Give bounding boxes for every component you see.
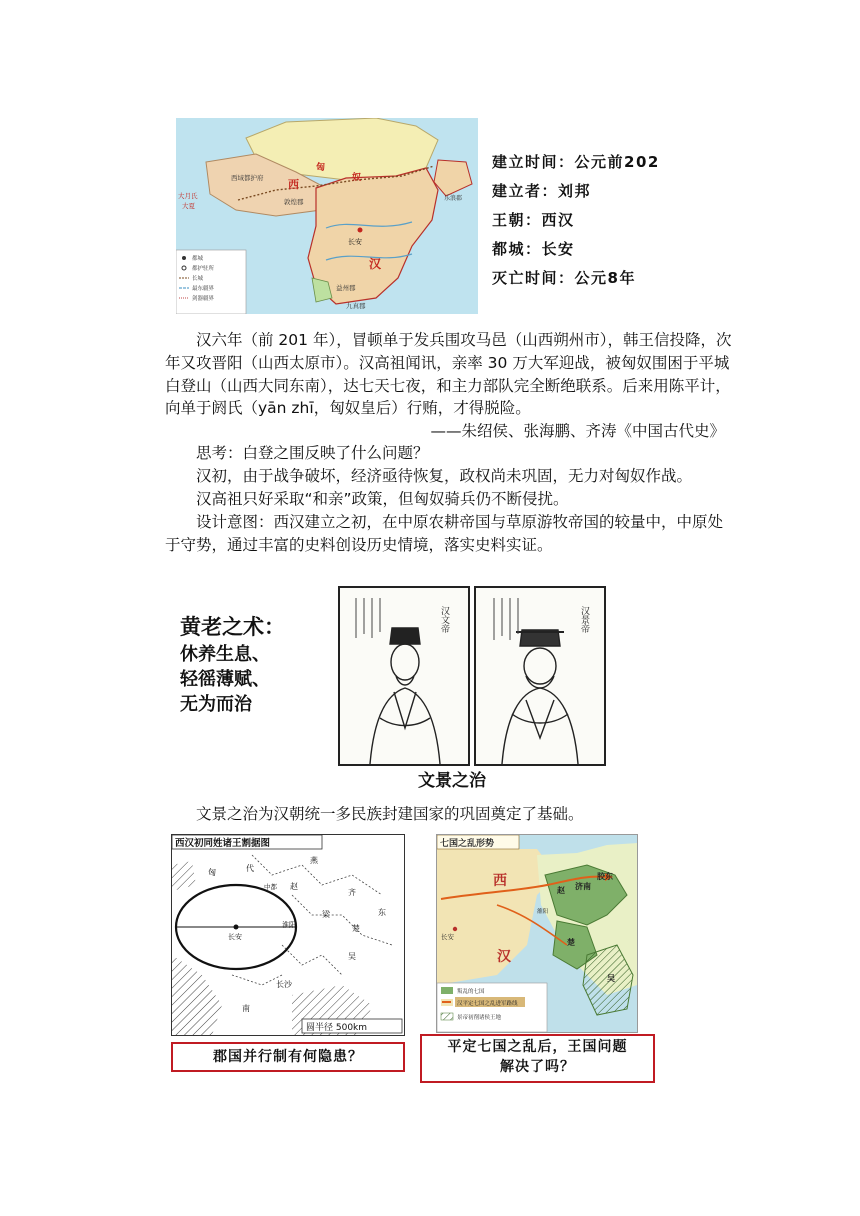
huanglao-title: 黄老之术：	[180, 615, 285, 639]
info-capital: 都城：长安	[492, 240, 575, 258]
wendi-name: 汉文帝	[439, 606, 449, 633]
question-box-wang-guo	[420, 1034, 655, 1083]
qiguo-jiaodong: 胶东	[597, 872, 613, 881]
zhuhou-nan: 南	[242, 1004, 250, 1013]
legend-border-2: 剑器疆界	[192, 296, 215, 302]
zhuhou-yan: 燕	[310, 856, 318, 865]
label-xiyu: 西域都护府	[231, 174, 264, 182]
qiguo-chu: 楚	[567, 938, 575, 947]
qiguo-changan: 长安	[441, 933, 454, 941]
label-dunhuang: 敦煌郡	[284, 198, 304, 206]
wenjing-caption: 文景之治	[418, 771, 486, 791]
legend-capital: 都城	[192, 256, 204, 262]
zhuhou-changan: 长安	[228, 933, 242, 941]
wenjing-note: 文景之治为汉朝统一多民族封建国家的巩固奠定了基础。	[196, 805, 584, 823]
zhuhou-dong: 东	[378, 908, 386, 917]
label-yizhou: 益州郡	[336, 284, 356, 292]
zhuhou-zhongdu: 中都	[264, 883, 277, 891]
qiguo-wu: 吴	[607, 974, 615, 983]
jingdi-name: 汉景帝	[579, 606, 589, 633]
label-dayuezhi: 大月氏	[178, 192, 198, 200]
huanglao-line-1: 休养生息、	[180, 644, 270, 665]
qiguo-xi: 西	[493, 873, 507, 889]
qiguo-zhao: 赵	[557, 886, 565, 895]
answer-line-2: 汉高祖只好采取“和亲”政策，但匈奴骑兵仍不断侵扰。	[196, 490, 569, 508]
question-1-text: 郡国并行制有何隐患？	[213, 1049, 363, 1065]
label-lelang: 乐浪郡	[444, 195, 463, 202]
think-question: 思考：白登之围反映了什么问题？	[196, 444, 429, 462]
emperor-jing-portrait	[474, 586, 606, 766]
zhuhou-huaiyang: 淮阳	[282, 921, 296, 929]
info-dynasty: 王朝：西汉	[492, 211, 575, 229]
baideng-passage: 汉六年（前 201 年），冒顿单于发兵围攻马邑（山西朔州市），韩王信投降，次年又攻晋阳（山西太原市）。汉高祖闻讯，亲率 30 万大军迎战，被匈奴围困于平城白登山（山西大同东南），达七天七夜，和主力部队完全断绝联系。后来用陈平计，向单于阏氏（yān zhī，匈奴皇后）行贿，才得脱险。	[165, 331, 732, 418]
zhuhou-xiong: 匈	[208, 868, 216, 877]
question-box-jun-guo	[171, 1042, 405, 1072]
zhuhou-title: 西汉初同姓诸王割据图	[175, 838, 271, 849]
label-jiuzhen: 九真郡	[346, 302, 366, 310]
label-xi: 西	[288, 178, 299, 191]
legend-great-wall: 长城	[192, 276, 204, 282]
info-founder: 建立者：刘邦	[492, 182, 592, 200]
question-2-line-1: 平定七国之乱后，王国问题	[447, 1039, 628, 1055]
info-end-time: 灭亡时间：公元8年	[492, 269, 636, 287]
feudal-kings-map	[171, 834, 405, 1036]
huanglao-line-2: 轻徭薄赋、	[180, 669, 270, 690]
question-2-line-2: 解决了吗？	[500, 1059, 575, 1075]
info-founding-time: 建立时间：公元前202	[492, 153, 660, 171]
western-han-map	[176, 118, 478, 314]
huanglao-text	[180, 612, 330, 717]
seven-states-rebellion-map	[436, 834, 638, 1033]
zhuhou-scale: 圆半径 500km	[306, 1023, 368, 1033]
zhuhou-zhao: 赵	[290, 882, 298, 891]
qiguo-jinan: 济南	[575, 882, 591, 891]
zhuhou-wu: 吴	[348, 952, 356, 961]
qiguo-title: 七国之乱形势	[440, 839, 495, 849]
design-intent: 设计意图：西汉建立之初，在中原农耕帝国与草原游牧帝国的较量中，中原处于守势，通过丰富的史料创设历史情境，落实史料实证。	[165, 513, 724, 554]
zhuhou-chu: 楚	[352, 924, 360, 933]
zhuhou-dai: 代	[246, 864, 254, 873]
zhuhou-qi: 齐	[348, 888, 356, 897]
legend-protectorate: 都护驻所	[192, 266, 215, 272]
qiguo-han: 汉	[497, 949, 511, 965]
qiguo-luoyang: 雒阳	[537, 909, 549, 915]
label-xiongnu-1: 匈	[316, 163, 326, 173]
qiguo-legend-1: 叛乱的七国	[457, 989, 485, 995]
huanglao-line-3: 无为而治	[180, 694, 252, 715]
label-han: 汉	[369, 257, 382, 271]
emperor-wen-portrait	[338, 586, 470, 766]
zhuhou-changsha: 长沙	[276, 980, 292, 989]
answer-line-1: 汉初，由于战争破坏，经济亟待恢复，政权尚未巩固，无力对匈奴作战。	[196, 467, 693, 485]
passage-source: ——朱绍侯、张海鹏、齐涛《中国古代史》	[430, 422, 725, 440]
label-changan: 长安	[348, 238, 362, 246]
label-xiongnu-2: 奴	[352, 173, 362, 183]
qiguo-legend-2: 汉平定七国之乱进军路线	[457, 1001, 518, 1007]
western-han-facts	[492, 150, 692, 295]
changan-marker	[358, 228, 363, 233]
label-daxia: 大夏	[182, 202, 195, 210]
qiguo-legend-3: 景帝初削诸侯王地	[457, 1015, 502, 1021]
zhuhou-liang: 梁	[322, 910, 330, 919]
legend-border-1: 最东疆界	[192, 286, 215, 292]
